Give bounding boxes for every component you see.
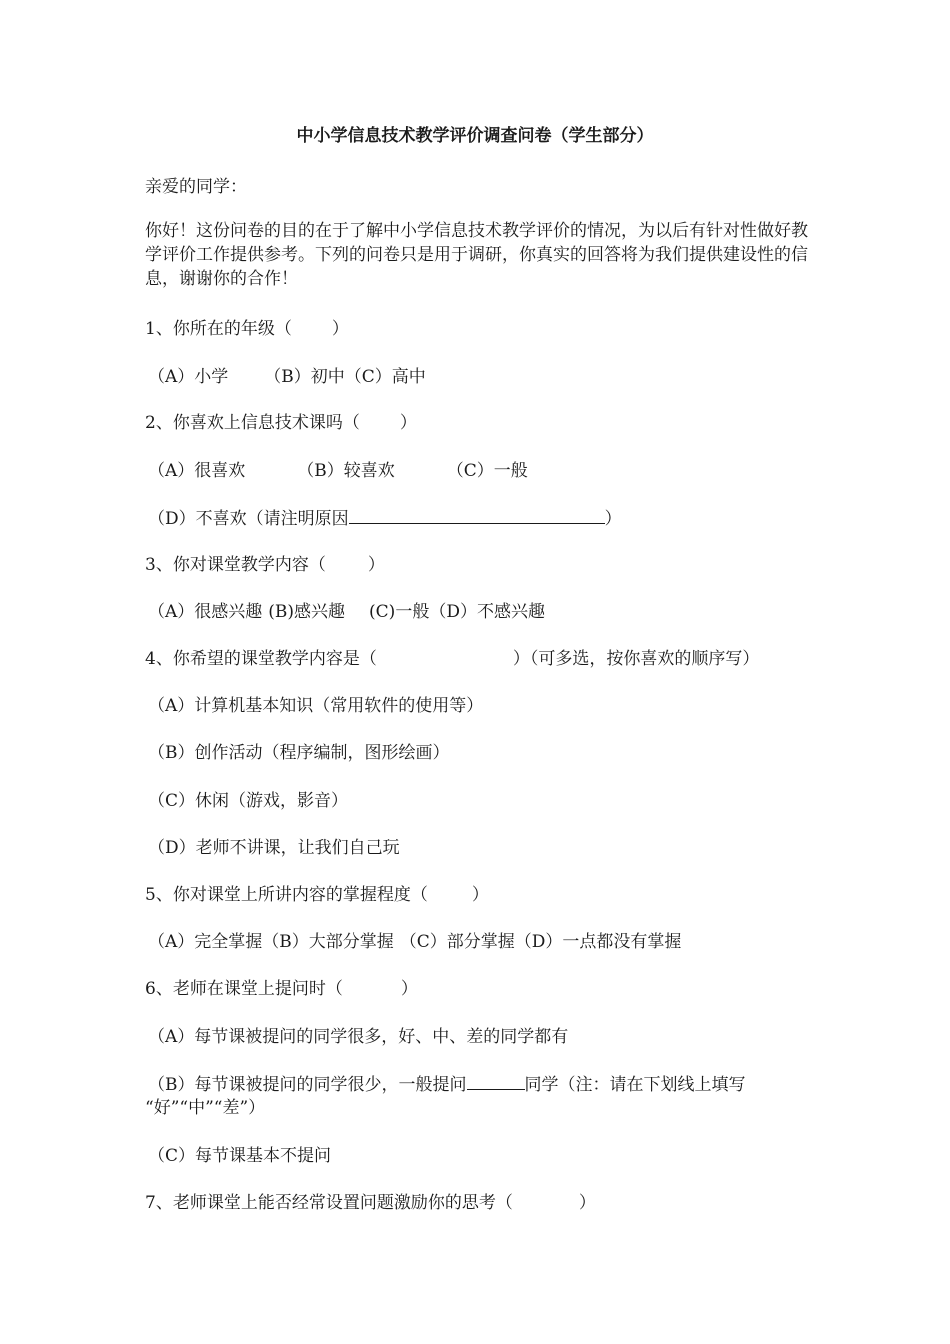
option-2d-close: ） <box>604 509 622 529</box>
question-5-stem: 5、你对课堂上所讲内容的掌握程度（ <box>145 885 428 905</box>
greeting: 亲爱的同学： <box>145 177 247 197</box>
question-2-stem: 2、你喜欢上信息技术课吗（ <box>145 413 360 433</box>
question-2-option-d <box>148 506 813 531</box>
question-7 <box>145 1191 810 1215</box>
question-4-stem: 4、你希望的课堂教学内容是（ <box>145 649 377 669</box>
question-5-options <box>148 930 813 954</box>
question-3-stem: 3、你对课堂教学内容（ <box>145 555 326 575</box>
question-6-close: ） <box>400 979 418 999</box>
option-6c: （C）每节课基本不提问 <box>148 1146 332 1166</box>
option-6b <box>148 1072 813 1097</box>
option-2a: （A）很喜欢 <box>148 461 246 481</box>
option-3cd: (C)一般（D）不感兴趣 <box>369 602 545 622</box>
question-1-options <box>148 365 813 389</box>
question-2-options <box>148 459 813 483</box>
question-7-close: ） <box>578 1193 596 1213</box>
intro-paragraph: 你好！这份问卷的目的在于了解中小学信息技术教学评价的情况，为以后有针对性做好教学评价工作提供参考。下列的问卷只是用于调研，你真实的回答将为我们提供建设性的信息，谢谢你的合作！ <box>145 221 808 289</box>
question-3-options <box>148 600 813 624</box>
question-6 <box>145 977 810 1001</box>
option-2c: （C）一般 <box>446 461 528 481</box>
option-2d: （D）不喜欢（请注明原因 <box>148 509 349 529</box>
question-6-stem: 6、老师在课堂上提问时（ <box>145 979 343 999</box>
question-1-close: ） <box>331 319 349 339</box>
option-1a: （A）小学 <box>148 367 229 387</box>
question-1-stem: 1、你所在的年级（ <box>145 319 292 339</box>
level-underline[interactable] <box>467 1072 525 1090</box>
question-5-close: ） <box>471 885 489 905</box>
option-6b-text: （B）每节课被提问的同学很少，一般提问 <box>148 1075 467 1095</box>
question-7-stem: 7、老师课堂上能否经常设置问题激励你的思考（ <box>145 1193 513 1213</box>
option-2b: （B）较喜欢 <box>297 461 395 481</box>
reason-underline[interactable] <box>349 506 605 524</box>
option-5ab: （A）完全掌握（B）大部分掌握 <box>148 932 394 952</box>
option-3b: (B)感兴趣 <box>268 602 346 622</box>
option-6b-note: 同学（注：请在下划线上填写 <box>524 1075 746 1095</box>
question-3 <box>145 553 810 577</box>
page-title: 中小学信息技术教学评价调查问卷（学生部分） <box>296 126 654 146</box>
option-4d: （D）老师不讲课，让我们自己玩 <box>148 838 400 858</box>
option-3a: （A）很感兴趣 <box>148 602 263 622</box>
option-4a: （A）计算机基本知识（常用软件的使用等） <box>148 696 484 716</box>
question-2 <box>145 411 810 435</box>
option-6b-continued: “好”“中”“差”） <box>145 1098 266 1118</box>
option-4c: （C）休闲（游戏，影音） <box>148 791 349 811</box>
question-1 <box>145 317 810 341</box>
question-3-close: ） <box>367 555 385 575</box>
question-2-close: ） <box>399 413 417 433</box>
question-5 <box>145 883 810 907</box>
option-1bc: （B）初中（C）高中 <box>264 367 426 387</box>
option-4b: （B）创作活动（程序编制，图形绘画） <box>148 743 450 763</box>
question-4 <box>145 647 810 671</box>
option-6a: （A）每节课被提问的同学很多，好、中、差的同学都有 <box>148 1027 569 1047</box>
option-5cd: （C）部分掌握（D）一点都没有掌握 <box>399 932 682 952</box>
question-4-close: ）（可多选，按你喜欢的顺序写） <box>512 649 760 669</box>
